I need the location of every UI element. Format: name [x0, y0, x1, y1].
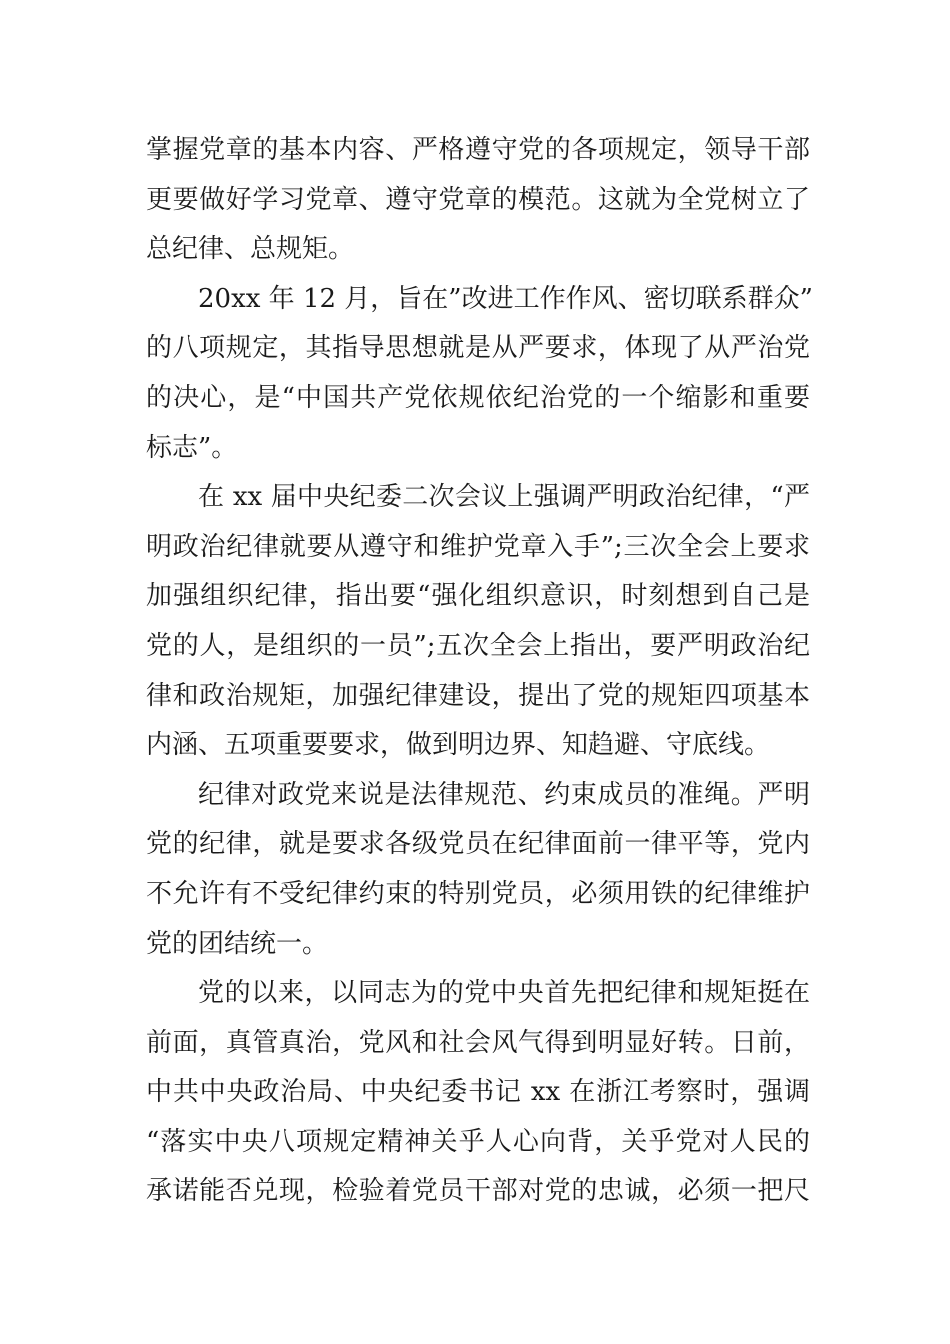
text-line: 加强组织纪律，指出要“强化组织意识，时刻想到自己是	[146, 581, 810, 612]
text-line: 党的人，是组织的一员”;五次全会上指出，要严明政治纪	[146, 630, 810, 661]
text-line: 内涵、五项重要要求，做到明边界、知趋避、守底线。	[146, 730, 771, 761]
text-line: 掌握党章的基本内容、严格遵守党的各项规定，领导干部	[146, 135, 810, 165]
text-line: 标志”。	[146, 432, 238, 463]
text-line: 纪律对政党来说是法律规范、约束成员的准绳。严明	[198, 779, 810, 810]
text-line: 不允许有不受纪律约束的特别党员，必须用铁的纪律维护	[146, 878, 810, 909]
text-line: 明政治纪律就要从遵守和维护党章入手”;三次全会上要求	[146, 531, 810, 562]
text-line: 承诺能否兑现，检验着党员干部对党的忠诚，必须一把尺	[146, 1176, 810, 1207]
text-line: 更要做好学习党章、遵守党章的模范。这就为全党树立了	[146, 184, 810, 215]
paragraph-4	[146, 771, 810, 969]
document-body	[146, 126, 813, 1217]
text-line: 总纪律、总规矩。	[146, 234, 355, 265]
paragraph-2	[146, 275, 813, 473]
text-line: 的八项规定，其指导思想就是从严要求，体现了从严治党	[146, 333, 810, 364]
paragraph-5	[146, 969, 810, 1217]
text-line: 党的团结统一。	[146, 928, 329, 959]
text-line: 中共中央政治局、中央纪委书记 xx 在浙江考察时，强调	[146, 1077, 810, 1108]
text-line: 的决心，是“中国共产党依规依纪治党的一个缩影和重要	[146, 382, 810, 413]
text-line: 前面，真管真治，党风和社会风气得到明显好转。日前，	[146, 1027, 810, 1058]
text-line: 党的纪律，就是要求各级党员在纪律面前一律平等，党内	[146, 829, 810, 860]
text-line: 律和政治规矩，加强纪律建设，提出了党的规矩四项基本	[146, 680, 810, 711]
text-line: 20xx 年 12 月，旨在”改进工作作风、密切联系群众”	[198, 283, 813, 314]
text-line: 党的以来，以同志为的党中央首先把纪律和规矩挺在	[198, 978, 810, 1009]
paragraph-1	[146, 126, 810, 275]
paragraph-3	[146, 473, 810, 771]
text-line: “落实中央八项规定精神关乎人心向背，关乎党对人民的	[146, 1126, 810, 1157]
text-line: 在 xx 届中央纪委二次会议上强调严明政治纪律，“严	[198, 482, 810, 513]
